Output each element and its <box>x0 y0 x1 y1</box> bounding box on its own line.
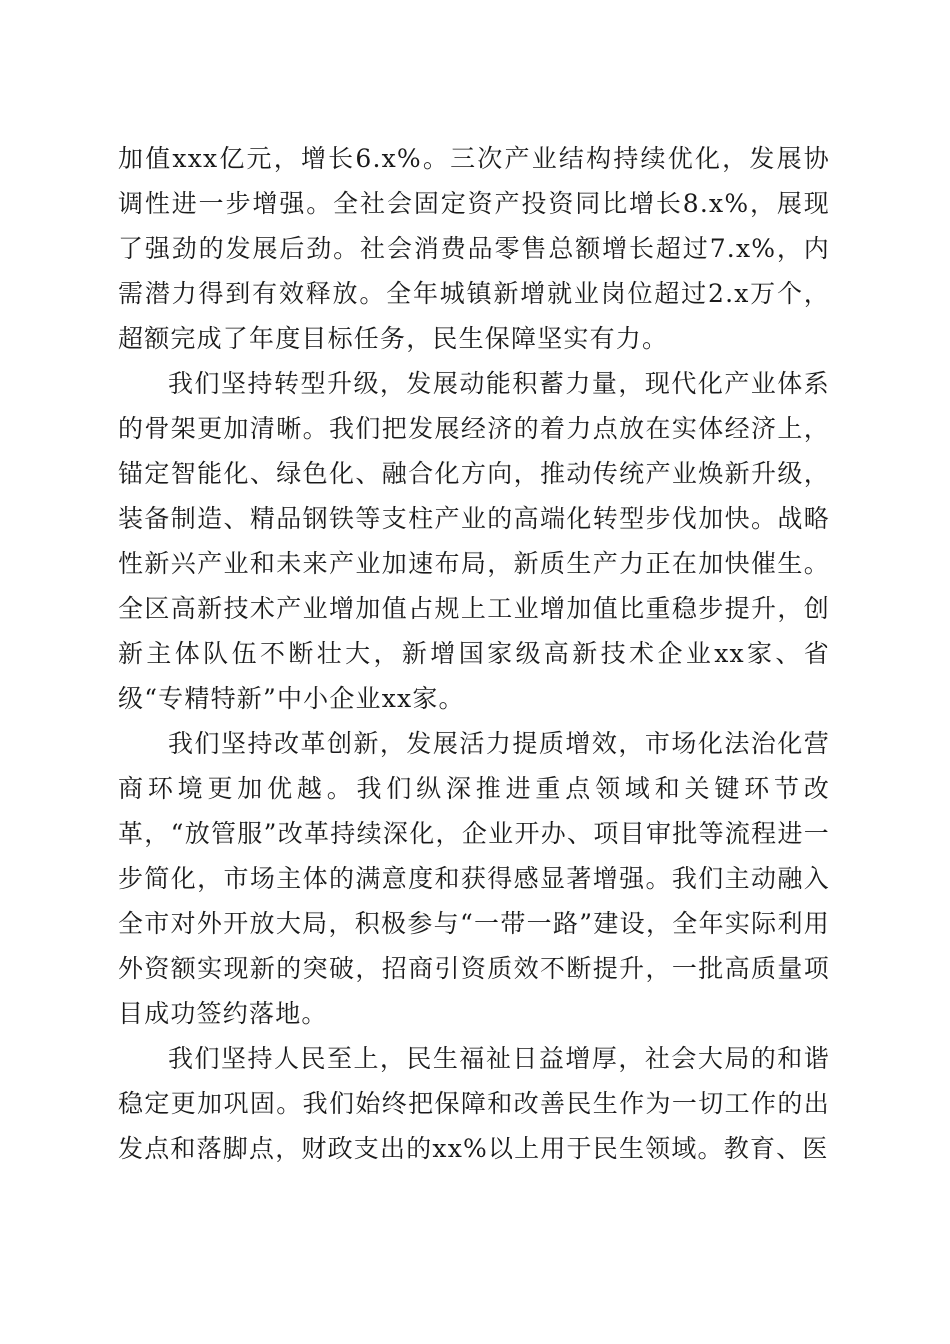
paragraph-people-livelihood: 我们坚持人民至上，民生福祉日益增厚，社会大局的和谐稳定更加巩固。我们始终把保障和改善民生作为一切工作的出发点和落脚点，财政支出的xx%以上用于民生领域。教育、医 <box>118 1044 830 1163</box>
document-body <box>118 136 830 1171</box>
paragraph-reform-innovation: 我们坚持改革创新，发展活力提质增效，市场化法治化营商环境更加优越。我们纵深推进重点领域和关键环节改革，“放管服”改革持续深化，企业开办、项目审批等流程进一步简化，市场主体的满意度和获得感显著增强。我们主动融入全市对外开放大局，积极参与“一带一路”建设，全年实际利用外资额实现新的突破，招商引资质效不断提升，一批高质量项目成功签约落地。 <box>118 729 830 1028</box>
paragraph-transformation-upgrade: 我们坚持转型升级，发展动能积蓄力量，现代化产业体系的骨架更加清晰。我们把发展经济的着力点放在实体经济上，锚定智能化、绿色化、融合化方向，推动传统产业焕新升级，装备制造、精品钢铁等支柱产业的高端化转型步伐加快。战略性新兴产业和未来产业加速布局，新质生产力正在加快催生。全区高新技术产业增加值占规上工业增加值比重稳步提升，创新主体队伍不断壮大，新增国家级高新技术企业xx家、省级“专精特新”中小企业xx家。 <box>118 369 830 713</box>
paragraph-economic-growth: 加值xxx亿元，增长6.x%。三次产业结构持续优化，发展协调性进一步增强。全社会固定资产投资同比增长8.x%，展现了强劲的发展后劲。社会消费品零售总额增长超过7.x%，内需潜力得到有效释放。全年城镇新增就业岗位超过2.x万个，超额完成了年度目标任务，民生保障坚实有力。 <box>118 144 830 353</box>
